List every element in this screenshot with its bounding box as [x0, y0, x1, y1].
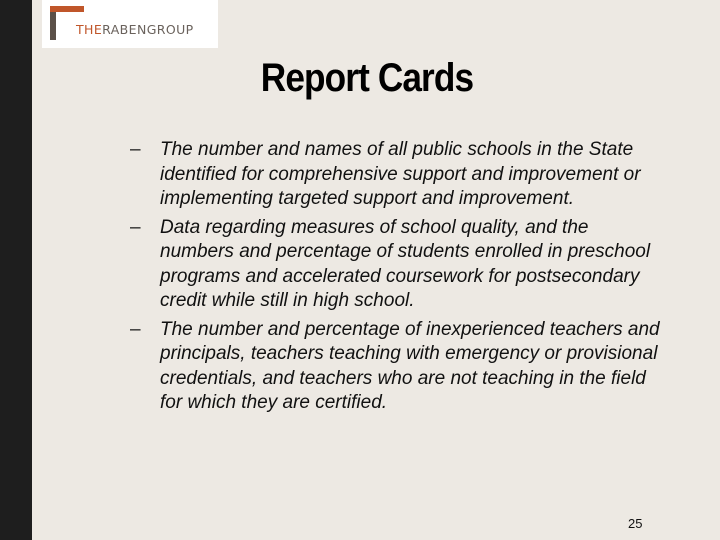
bullet-item — [130, 216, 660, 314]
bullet-item — [130, 318, 660, 416]
logo-text — [76, 22, 194, 37]
left-accent-bar — [0, 0, 32, 540]
page-number: 25 — [628, 516, 643, 531]
bullet-dash-marker: – — [130, 318, 141, 340]
bullet-text: The number and percentage of inexperienced teachers and principals, teachers teaching with emergency or provisional credentials, and teachers who are not teaching in the field for which they are certified. — [160, 318, 660, 413]
bullet-text: The number and names of all public schools in the State identified for comprehensive support and improvement or implementing targeted support and improvement. — [160, 139, 641, 209]
bullet-list — [130, 138, 660, 420]
bullet-text: Data regarding measures of school quality, and the numbers and percentage of students enrolled in preschool programs and accelerated coursework for postsecondary credit while still in high school. — [160, 216, 651, 311]
company-logo — [42, 0, 218, 48]
slide-title: Report Cards — [260, 56, 474, 100]
bullet-dash-marker: – — [130, 216, 141, 238]
bullet-dash-marker: – — [130, 139, 141, 160]
logo-text-main: RABENGROUP — [102, 22, 194, 37]
logo-text-accent: THE — [76, 22, 103, 37]
bullet-item — [130, 138, 660, 212]
